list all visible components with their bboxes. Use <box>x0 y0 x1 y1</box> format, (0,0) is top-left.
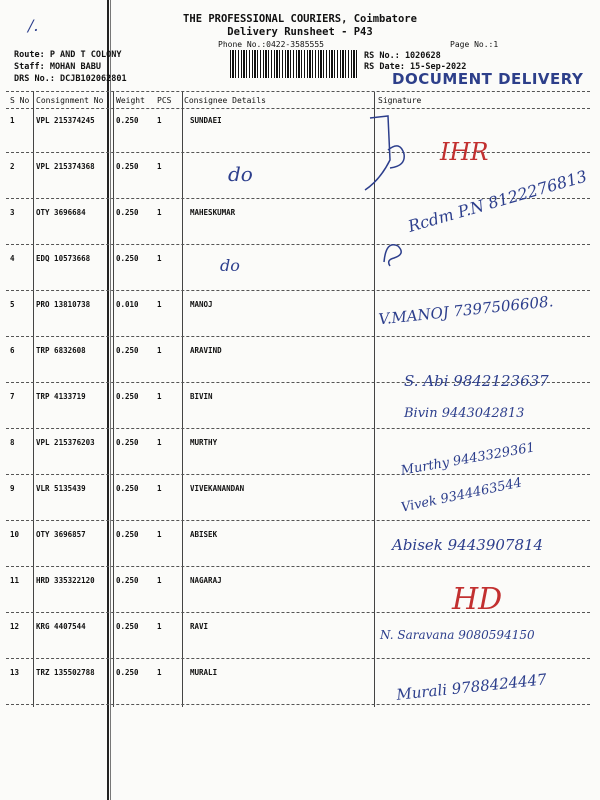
row-pcs: 1 <box>157 438 162 447</box>
row-pcs: 1 <box>157 622 162 631</box>
handwritten-signature: Murthy 9443329361 <box>399 440 536 479</box>
row-divider <box>6 658 590 659</box>
row-divider <box>6 474 590 475</box>
row-pcs: 1 <box>157 162 162 171</box>
row-consignment-no: VPL 215374368 <box>36 162 95 171</box>
row-divider <box>6 244 590 245</box>
row-divider <box>6 566 590 567</box>
header-rule-bottom <box>6 108 590 109</box>
row-sno: 6 <box>10 346 15 355</box>
handwritten-signature: Murali 9788424447 <box>395 670 548 704</box>
page-number: Page No.:1 <box>450 40 499 49</box>
row-divider <box>6 520 590 521</box>
row-sno: 8 <box>10 438 15 447</box>
row-divider <box>6 290 590 291</box>
row-consignee: RAVI <box>190 622 209 631</box>
row-consignment-no: TRP 6832608 <box>36 346 86 355</box>
binder-line-shadow <box>110 0 111 800</box>
row-consignment-no: VPL 215374245 <box>36 116 95 125</box>
row-pcs: 1 <box>157 208 162 217</box>
phone-number: Phone No.:0422-3585555 <box>218 40 324 49</box>
row-weight: 0.010 <box>116 300 139 309</box>
row-consignment-no: TRZ 135502788 <box>36 668 95 677</box>
row-consignee: MURTHY <box>190 438 218 447</box>
row-divider <box>6 704 590 705</box>
binder-line <box>107 0 109 800</box>
company-title: THE PROFESSIONAL COURIERS, Coimbatore <box>183 13 417 25</box>
handwritten-signature: N. Saravana 9080594150 <box>380 628 535 642</box>
row-weight: 0.250 <box>116 438 139 447</box>
row-sno: 10 <box>10 530 20 539</box>
col-divider <box>33 92 34 707</box>
row-consignment-no: PRO 13810738 <box>36 300 91 309</box>
col-consignee: Consignee Details <box>184 96 266 105</box>
row-sno: 11 <box>10 576 20 585</box>
row-consignment-no: OTY 3696684 <box>36 208 86 217</box>
row-consignment-no: EDQ 10573668 <box>36 254 91 263</box>
row-weight: 0.250 <box>116 392 139 401</box>
row-divider <box>6 612 590 613</box>
row-sno: 9 <box>10 484 15 493</box>
row-sno: 7 <box>10 392 15 401</box>
staff-label: Staff: MOHAN BABU <box>14 62 101 72</box>
col-consignment: Consignment No <box>36 96 104 105</box>
row-weight: 0.250 <box>116 162 139 171</box>
row-consignment-no: TRP 4133719 <box>36 392 86 401</box>
row-sno: 3 <box>10 208 15 217</box>
row-weight: 0.250 <box>116 484 139 493</box>
row-consignment-no: VLR 5135439 <box>36 484 86 493</box>
row-pcs: 1 <box>157 576 162 585</box>
handwritten-signature: Abisek 9443907814 <box>392 536 544 554</box>
handwritten-signature: Rcdm P.N 8122276813 <box>405 166 589 236</box>
row-weight: 0.250 <box>116 576 139 585</box>
document-delivery-stamp: DOCUMENT DELIVERY <box>392 70 584 88</box>
row-pcs: 1 <box>157 346 162 355</box>
row-weight: 0.250 <box>116 208 139 217</box>
row-consignee: MURALI <box>190 668 218 677</box>
rs-number: RS No.: 1020628 <box>364 51 441 61</box>
row-sno: 13 <box>10 668 20 677</box>
row-sno: 1 <box>10 116 15 125</box>
route-label: Route: P AND T COLONY <box>14 50 122 60</box>
row-consignment-no: KRG 4407544 <box>36 622 86 631</box>
row-pcs: 1 <box>157 484 162 493</box>
col-sno: S No <box>10 96 30 105</box>
col-pcs: PCS <box>157 96 172 105</box>
row-consignee: NAGARAJ <box>190 576 222 585</box>
row-weight: 0.250 <box>116 668 139 677</box>
ditto-mark: do <box>228 162 253 186</box>
row-consignee: VIVEKANANDAN <box>190 484 245 493</box>
row-weight: 0.250 <box>116 622 139 631</box>
handwritten-signature: Bivin 9443042813 <box>404 406 525 421</box>
row-pcs: 1 <box>157 530 162 539</box>
row-consignment-no: OTY 3696857 <box>36 530 86 539</box>
row-pcs: 1 <box>157 116 162 125</box>
header-rule-top <box>6 91 590 92</box>
signature-scribble <box>376 232 416 272</box>
handwritten-signature: V.MANOJ 7397506608. <box>377 292 555 329</box>
row-sno: 4 <box>10 254 15 263</box>
row-consignment-no: VPL 215376203 <box>36 438 95 447</box>
runsheet-title: Delivery Runsheet - P43 <box>227 26 373 38</box>
row-consignee: MAHESKUMAR <box>190 208 236 217</box>
row-weight: 0.250 <box>116 346 139 355</box>
handwritten-mark: /. <box>28 16 39 35</box>
row-divider <box>6 152 590 153</box>
row-weight: 0.250 <box>116 530 139 539</box>
ditto-mark: do <box>220 256 240 275</box>
drs-number: DRS No.: DCJB102062801 <box>14 74 127 84</box>
row-pcs: 1 <box>157 392 162 401</box>
handwritten-signature: Vivek 9344463544 <box>399 475 524 516</box>
row-divider <box>6 336 590 337</box>
col-divider <box>113 92 114 707</box>
row-consignment-no: HRD 335322120 <box>36 576 95 585</box>
row-pcs: 1 <box>157 254 162 263</box>
handwritten-ihr: IHR <box>440 138 489 166</box>
handwritten-hd: HD <box>452 582 503 617</box>
rs-date: RS Date: 15-Sep-2022 <box>364 62 467 72</box>
row-consignee: SUNDAEI <box>190 116 222 125</box>
row-pcs: 1 <box>157 300 162 309</box>
row-consignee: ABISEK <box>190 530 218 539</box>
row-pcs: 1 <box>157 668 162 677</box>
barcode <box>230 50 358 78</box>
signature-scribble <box>360 110 430 200</box>
row-consignee: ARAVIND <box>190 346 222 355</box>
row-sno: 2 <box>10 162 15 171</box>
row-consignee: BIVIN <box>190 392 213 401</box>
row-weight: 0.250 <box>116 254 139 263</box>
row-sno: 12 <box>10 622 20 631</box>
row-weight: 0.250 <box>116 116 139 125</box>
row-consignee: MANOJ <box>190 300 213 309</box>
handwritten-signature: S. Abi 9842123637 <box>404 372 549 390</box>
col-weight: Weight <box>116 96 145 105</box>
col-signature: Signature <box>378 96 422 105</box>
row-sno: 5 <box>10 300 15 309</box>
col-divider <box>182 92 183 707</box>
row-divider <box>6 428 590 429</box>
